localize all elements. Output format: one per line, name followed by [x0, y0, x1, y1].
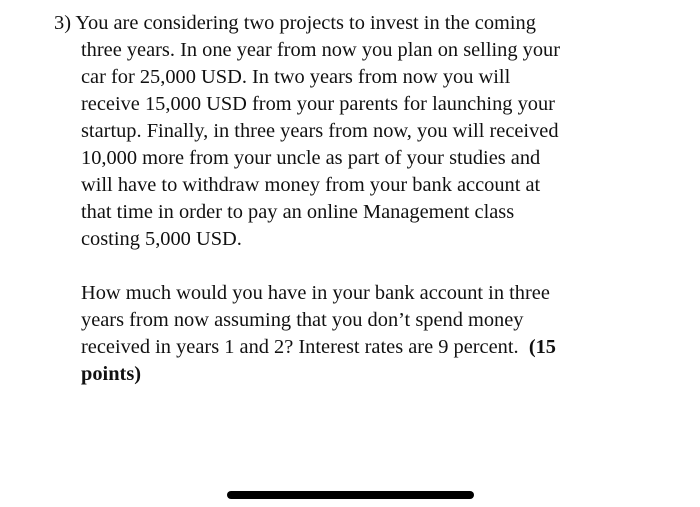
- question-text-line: years from now assuming that you don’t spend money: [81, 309, 524, 331]
- question-text-line: receive 15,000 USD from your parents for launching your: [81, 93, 555, 115]
- question-text-line: costing 5,000 USD.: [81, 228, 242, 250]
- question-text-line: three years. In one year from now you plan on selling your: [81, 39, 561, 61]
- paragraph-gap: [54, 253, 654, 280]
- question-text-line: will have to withdraw money from your bank account at: [81, 174, 541, 196]
- question-text-line: that time in order to pay an online Management class: [81, 201, 515, 223]
- question-text-line: car for 25,000 USD. In two years from now you will: [81, 66, 511, 88]
- points-label-continued: points): [81, 363, 142, 385]
- points-label: (15: [528, 336, 556, 358]
- question-text-line: How much would you have in your bank account in three: [81, 282, 550, 304]
- home-indicator-bar[interactable]: [227, 491, 474, 499]
- question-text-line: startup. Finally, in three years from now, you will received: [81, 120, 559, 142]
- question-block: [54, 10, 654, 388]
- question-text-line: 3) You are considering two projects to invest in the coming: [54, 12, 536, 34]
- question-text-segment: received in years 1 and 2? Interest rates are 9 percent.: [81, 336, 519, 358]
- question-text-line: [54, 334, 654, 361]
- question-text-line: 10,000 more from your uncle as part of your studies and: [81, 147, 541, 169]
